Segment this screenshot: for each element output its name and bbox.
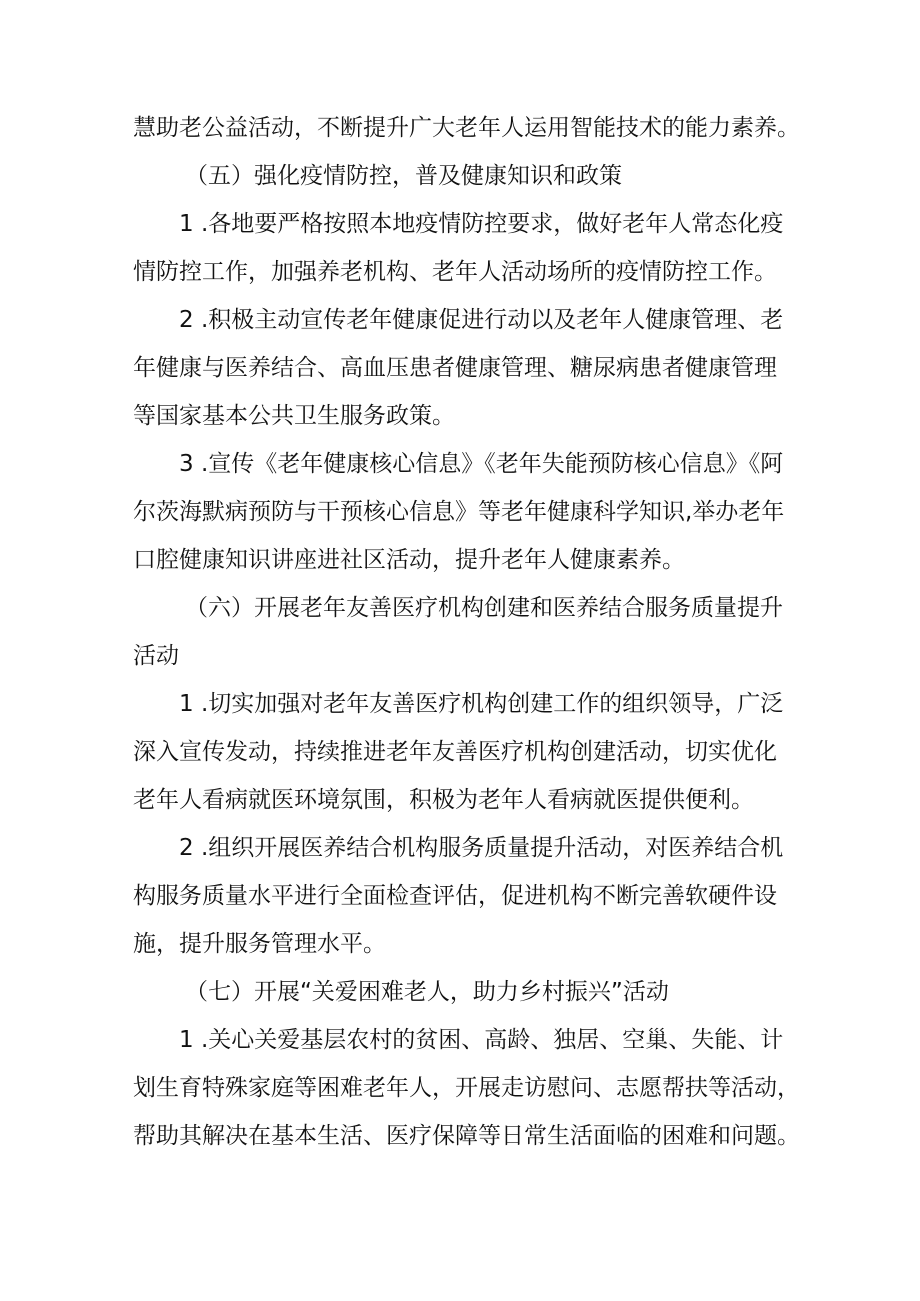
paragraph-line: 老年人看病就医环境氛围，积极为老年人看病就医提供便利。 (133, 787, 754, 813)
section-heading-line: （六）开展老年友善医疗机构创建和医养结合服务质量提升 (185, 595, 783, 621)
paragraph-line: 2 .积极主动宣传老年健康促进行动以及老年人健康管理、老 (179, 307, 784, 333)
paragraph-line: 划生育特殊家庭等困难老年人，开展走访慰问、志愿帮扶等活动， (133, 1075, 800, 1101)
section-heading-line: （七）开展“关爱困难老人，助力乡村振兴”活动 (185, 979, 669, 1005)
paragraph-line: 1 .关心关爱基层农村的贫困、高龄、独居、空巢、失能、计 (179, 1027, 784, 1053)
paragraph-line: 口腔健康知识讲座进社区活动，提升老年人健康素养。 (133, 547, 685, 573)
document-body (133, 104, 813, 1160)
section-heading-line: 活动 (133, 643, 179, 669)
section-heading-line: （五）强化疫情防控，普及健康知识和政策 (185, 163, 622, 189)
paragraph-line: 施，提升服务管理水平。 (133, 931, 386, 957)
paragraph-line: 3 .宣传《老年健康核心信息》《老年失能预防核心信息》《阿 (179, 451, 784, 477)
paragraph-line: 等国家基本公共卫生服务政策。 (133, 403, 455, 429)
paragraph-line: 年健康与医养结合、高血压患者健康管理、糖尿病患者健康管理 (133, 355, 777, 381)
paragraph-line: 帮助其解决在基本生活、医疗保障等日常生活面临的困难和问题。 (133, 1123, 800, 1149)
paragraph-line: 2 .组织开展医养结合机构服务质量提升活动，对医养结合机 (179, 835, 784, 861)
paragraph-line: 深入宣传发动，持续推进老年友善医疗机构创建活动，切实优化 (133, 739, 777, 765)
paragraph-line: 情防控工作，加强养老机构、老年人活动场所的疫情防控工作。 (133, 259, 777, 285)
paragraph-line: 1 .切实加强对老年友善医疗机构创建工作的组织领导，广泛 (179, 691, 784, 717)
paragraph-line: 慧助老公益活动，不断提升广大老年人运用智能技术的能力素养。 (133, 115, 800, 141)
paragraph-line: 尔茨海默病预防与干预核心信息》等老年健康科学知识,举办老年 (133, 499, 785, 525)
paragraph-line: 构服务质量水平进行全面检查评估，促进机构不断完善软硬件设 (133, 883, 777, 909)
paragraph-line: 1 .各地要严格按照本地疫情防控要求，做好老年人常态化疫 (179, 211, 784, 237)
